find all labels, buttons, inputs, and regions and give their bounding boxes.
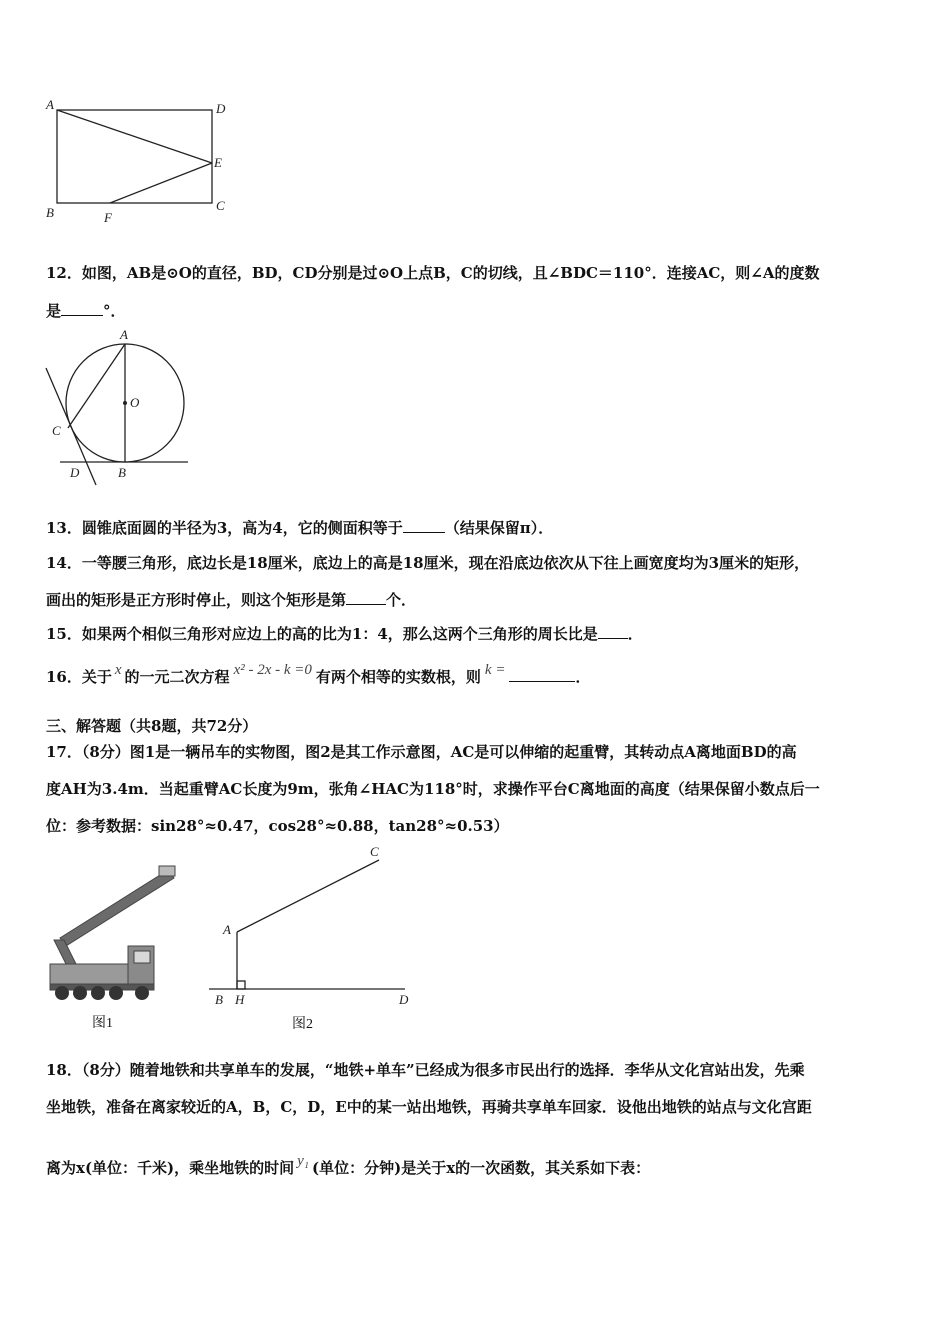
q18-y1: y₁	[297, 1153, 310, 1169]
crane-bucket	[159, 866, 175, 876]
truck-wheel	[55, 986, 69, 1000]
label-a: A	[120, 327, 128, 342]
q16-equation: x² - 2x - k =0	[233, 662, 312, 678]
label-b: B	[118, 465, 126, 480]
label-f: F	[104, 210, 112, 225]
label-a: A	[223, 922, 231, 937]
label-c: C	[370, 844, 379, 859]
rectangle-abcd	[57, 110, 212, 203]
q17-line3: 位：参考数据：sin28°≈0.47，cos28°≈0.88，tan28°≈0.53）	[46, 817, 509, 835]
q12-line2-pre: 是	[46, 302, 62, 320]
fig2-caption: 图2	[292, 1017, 313, 1032]
q12-line2-post: °．	[103, 302, 126, 320]
figure-circle-tangents	[40, 325, 200, 490]
label-d: D	[70, 465, 80, 480]
q13-line	[46, 517, 553, 538]
q17-line1: 17．（8分）图1是一辆吊车的实物图，图2是其工作示意图，AC是可以伸缩的起重臂，其转动点A离地面BD的高	[46, 743, 797, 761]
segment-ae	[57, 110, 212, 163]
label-e: E	[214, 155, 222, 170]
label-b: B	[46, 205, 54, 220]
q18-line2: 坐地铁，准备在离家较近的A，B，C，D，E中的某一站出地铁，再骑共享单车回家．设他出地铁的站点与文化宫距	[46, 1098, 812, 1116]
truck-wheel	[73, 986, 87, 1000]
q13-answer-blank	[403, 518, 445, 533]
q14-answer-blank	[346, 590, 386, 605]
q13-post: （结果保留π）．	[444, 519, 554, 537]
label-o: O	[130, 395, 140, 410]
boom-ac	[237, 860, 379, 932]
figure-rectangle-abcd	[40, 95, 240, 230]
segment-fe	[110, 163, 212, 203]
q16-k-eq: k =	[484, 662, 506, 678]
truck-window	[134, 951, 150, 963]
q16-p1: 16．关于	[46, 668, 112, 686]
label-d: D	[399, 992, 409, 1007]
q15-answer-blank	[598, 624, 628, 639]
q14-line2-pre: 画出的矩形是正方形时停止，则这个矩形是第	[46, 591, 347, 609]
chord-ac	[68, 344, 125, 428]
q12-line2	[46, 300, 126, 321]
label-d: D	[216, 101, 226, 116]
truck-body	[50, 964, 128, 986]
crane-boom	[60, 870, 174, 946]
q16-answer-blank	[509, 667, 575, 682]
q15-line	[46, 623, 643, 644]
q15-pre: 15．如果两个相似三角形对应边上的高的比为1：4，那么这两个三角形的周长比是	[46, 625, 598, 643]
label-b: B	[215, 992, 223, 1007]
q16-line	[46, 662, 591, 687]
fig1-caption: 图1	[92, 1016, 113, 1031]
q14-line2	[46, 589, 416, 610]
label-h: H	[235, 992, 245, 1007]
right-angle-mark	[237, 981, 245, 989]
figure-crane-schematic	[205, 840, 425, 1015]
q16-post: ．	[575, 668, 591, 686]
q14-line2-post: 个．	[386, 591, 417, 609]
section3-heading: 三、解答题（共8题，共72分）	[46, 717, 258, 735]
q12-line1: 12．如图，AB是⊙O的直径，BD，CD分别是过⊙O上点B，C的切线，且∠BDC＝110°．连接AC，则∠A的度数	[46, 264, 820, 282]
label-c: C	[52, 423, 61, 438]
q16-var-x: x	[114, 662, 122, 678]
q18-line3	[46, 1153, 651, 1178]
label-a: A	[46, 97, 54, 112]
q13-pre: 13．圆锥底面圆的半径为3，高为4，它的侧面积等于	[46, 519, 403, 537]
q14-line1: 14．一等腰三角形，底边长是18厘米，底边上的高是18厘米，现在沿底边依次从下往上画宽度均为3厘米的矩形，	[46, 554, 810, 572]
q18-line3-post: (单位：分钟)是关于x的一次函数，其关系如下表：	[312, 1159, 651, 1177]
q17-line2: 度AH为3.4m．当起重臂AC长度为9m，张角∠HAC为118°时，求操作平台C离地面的高度（结果保留小数点后一	[46, 780, 820, 798]
truck-wheel	[135, 986, 149, 1000]
q18-line3-pre: 离为x(单位：千米)，乘坐地铁的时间	[46, 1159, 295, 1177]
q18-line1: 18．（8分）随着地铁和共享单车的发展，“地铁+单车”已经成为很多市民出行的选择．李华从文化宫站出发，先乘	[46, 1061, 805, 1079]
q16-p3: 有两个相等的实数根，则	[315, 668, 481, 686]
figure-crane-truck-photo	[46, 860, 186, 1005]
q12-answer-blank	[61, 301, 103, 316]
center-point-o	[123, 401, 127, 405]
q16-p2: 的一元二次方程	[124, 668, 230, 686]
label-c: C	[216, 198, 225, 213]
truck-wheel	[109, 986, 123, 1000]
q15-post: ．	[627, 625, 643, 643]
truck-wheel	[91, 986, 105, 1000]
